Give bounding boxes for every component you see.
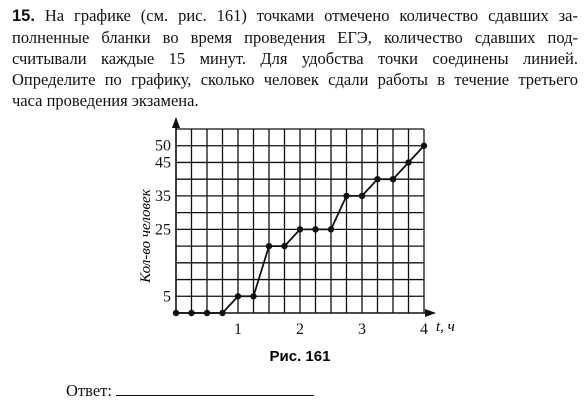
problem-line-1-text: На графике (см. рис. 161) точками отмечено количество сдавших за- [44, 6, 578, 25]
answer-block [66, 380, 314, 401]
x-tick-label: 2 [296, 321, 304, 338]
x-tick-label: 3 [358, 321, 366, 338]
x-tick-label: 4 [420, 321, 428, 338]
data-point [312, 226, 318, 232]
data-point [188, 310, 194, 316]
data-point [421, 143, 427, 149]
problem-line-4: Определите по графику, сколько человек сдали работы в течение третьего [12, 70, 578, 89]
y-tick-label: 25 [155, 221, 171, 239]
data-point [390, 176, 396, 182]
data-point [405, 159, 411, 165]
figure-caption: Рис. 161 [269, 348, 331, 365]
chart-axes [172, 117, 436, 317]
problem-line-3: считывали каждые 15 минут. Для удобства точки соединены линией. [12, 49, 578, 68]
data-point [297, 226, 303, 232]
problem-line-2: полненные бланки во время проведения ЕГЭ, количество сдавших под- [12, 28, 578, 47]
data-point [266, 243, 272, 249]
data-point [250, 293, 256, 299]
x-axis-arrow [425, 309, 436, 317]
data-point [173, 310, 179, 316]
y-tick-label: 45 [155, 154, 171, 172]
chart-grid [176, 129, 424, 313]
problem-line-5: часа проведения экзамена. [12, 91, 199, 110]
x-tick-label: 1 [234, 321, 242, 338]
y-tick-label: 35 [155, 187, 171, 205]
y-axis-arrow [172, 117, 180, 128]
x-axis-label: t, ч [436, 319, 455, 335]
data-point [359, 193, 365, 199]
data-point [343, 193, 349, 199]
y-tick-label: 50 [155, 137, 171, 155]
answer-field[interactable] [116, 380, 314, 396]
data-point [374, 176, 380, 182]
data-point [204, 310, 210, 316]
y-axis-label: Кол-во человек [138, 189, 154, 283]
data-point [281, 243, 287, 249]
problem-number: 15. [12, 7, 35, 25]
data-point [219, 310, 225, 316]
data-point [328, 226, 334, 232]
answer-label: Ответ: [66, 381, 112, 400]
data-point [235, 293, 241, 299]
y-tick-label: 5 [163, 288, 171, 306]
